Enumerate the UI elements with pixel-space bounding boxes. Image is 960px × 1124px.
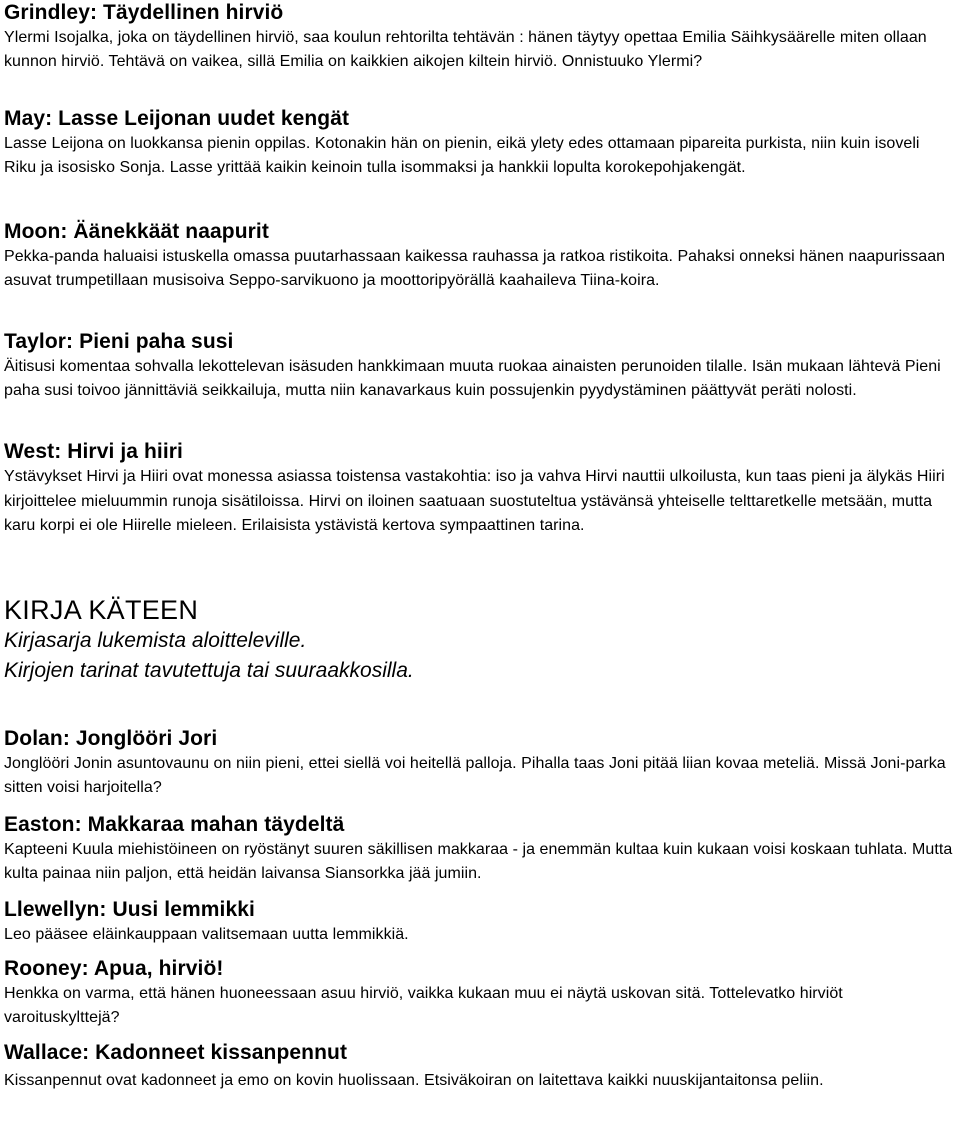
book-description: Henkka on varma, että hänen huoneessaan asuu hirviö, vaikka kukaan muu ei näytä uskovan sitä. Tottelevatko hirviöt varoituskylttejä? <box>4 985 843 1026</box>
book-description: Ylermi Isojalka, joka on täydellinen hirviö, saa koulun rehtorilta tehtävän : hänen täytyy opettaa Emilia Säihkysäärelle miten ollaan kunnon hirviö. Tehtävä on vaikea, sillä Emilia on kaikkien aikojen kiltein hirviö. Onnistuuko Ylermi? <box>4 29 927 70</box>
book-entry-dolan <box>4 726 956 800</box>
book-title: Grindley: Täydellinen hirviö <box>4 1 284 24</box>
book-title: Moon: Äänekkäät naapurit <box>4 220 269 243</box>
book-description: Äitisusi komentaa sohvalla lekottelevan isäsuden hankkimaan muuta ruokaa ainaisten perunoiden tilalle. Isän mukaan lähtevä Pieni paha susi toivoo jännittäviä seikkailuja, mutta niin kanavarkaus kuin possujenkin pyydystäminen päättyvät peräti nolosti. <box>4 358 941 399</box>
series-note: Kirjojen tarinat tavutettuja tai suuraakkosilla. <box>4 659 414 682</box>
book-entry-llewellyn <box>4 897 409 947</box>
book-entry-may <box>4 106 956 180</box>
book-title: West: Hirvi ja hiiri <box>4 440 183 463</box>
series-section <box>4 594 414 686</box>
book-entry-moon <box>4 219 956 293</box>
book-description: Kissanpennut ovat kadonneet ja emo on kovin huolissaan. Etsiväkoiran on laitettava kaikki nuuskijantaitonsa peliin. <box>4 1072 824 1089</box>
book-description: Ystävykset Hirvi ja Hiiri ovat monessa asiassa toistensa vastakohtia: iso ja vahva Hirvi nauttii ulkoilusta, kun taas pieni ja älykäs Hiiri kirjoittelee mieluummin runoja sisätiloissa. Hirvi on iloinen saatuaan suostuteltua ystävänsä yhteiselle telttaretkelle metsään, mutta karu korpi ei ole Hiirelle mieleen. Erilaisista ystävistä kertova sympaattinen tarina. <box>4 468 945 534</box>
book-title: Wallace: Kadonneet kissanpennut <box>4 1041 348 1064</box>
book-title: Llewellyn: Uusi lemmikki <box>4 898 255 921</box>
book-title: Taylor: Pieni paha susi <box>4 330 234 353</box>
series-heading: KIRJA KÄTEEN <box>4 595 199 625</box>
book-description: Jonglööri Jonin asuntovaunu on niin pieni, ettei siellä voi heitellä palloja. Pihalla taas Joni pitää liian kovaa meteliä. Missä Joni-parka sitten voisi harjoitella? <box>4 755 946 796</box>
book-description: Kapteeni Kuula miehistöineen on ryöstänyt suuren säkillisen makkaraa - ja enemmän kultaa kuin kukaan voisi koskaan tuhlata. Mutta kulta painaa niin paljon, että heidän laivansa Siansorkka jää jumiin. <box>4 841 953 882</box>
book-description: Pekka-panda haluaisi istuskella omassa puutarhassaan kaikessa rauhassa ja ratkoa ristikoita. Pahaksi onneksi hänen naapurissaan asuvat trumpetillaan musisoiva Seppo-sarvikuono ja moottoripyörällä kaahaileva Tiina-koira. <box>4 248 946 289</box>
book-description: Leo pääsee eläinkauppaan valitsemaan uutta lemmikkiä. <box>4 926 409 943</box>
book-entry-wallace <box>4 1040 824 1096</box>
book-entry-rooney <box>4 956 956 1030</box>
book-title: May: Lasse Leijonan uudet kengät <box>4 107 350 130</box>
book-title: Rooney: Apua, hirviö! <box>4 957 224 980</box>
book-entry-taylor <box>4 329 956 403</box>
book-entry-easton <box>4 812 956 886</box>
series-subtitle: Kirjasarja lukemista aloitteleville. <box>4 629 307 652</box>
book-title: Easton: Makkaraa mahan täydeltä <box>4 813 345 836</box>
book-description: Lasse Leijona on luokkansa pienin oppilas. Kotonakin hän on pienin, eikä ylety edes ottamaan pipareita purkista, niin kuin isoveli Riku ja isosisko Sonja. Lasse yrittää kaikin keinoin tulla isommaksi ja hankkii lopulta korokepohjakengät. <box>4 135 920 176</box>
book-title: Dolan: Jonglööri Jori <box>4 727 218 750</box>
book-entry-west <box>4 439 956 539</box>
book-entry-grindley <box>4 0 956 74</box>
